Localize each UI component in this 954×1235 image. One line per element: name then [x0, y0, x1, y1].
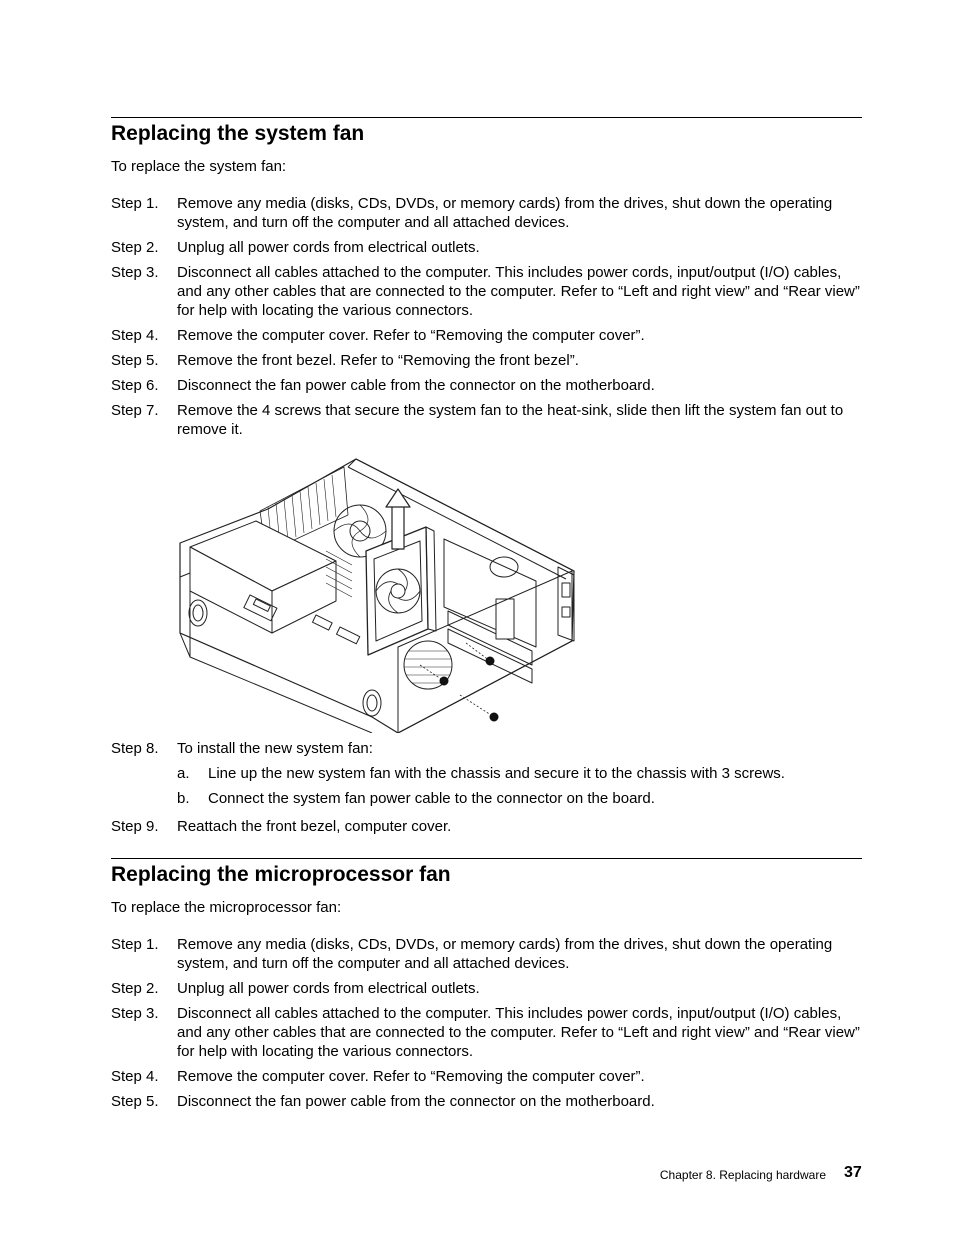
section-intro: To replace the system fan: [111, 158, 287, 175]
step-text: Disconnect the fan power cable from the connector on the motherboard. [177, 1093, 655, 1110]
step-number: Step 2. [111, 980, 159, 997]
step-text: Remove any media (disks, CDs, DVDs, or memory cards) from the drives, shut down the operating system, and turn off the computer and all attached devices. [177, 195, 833, 231]
step-text: Remove any media (disks, CDs, DVDs, or memory cards) from the drives, shut down the operating system, and turn off the computer and all attached devices. [177, 936, 833, 972]
step-number: Step 1. [111, 936, 159, 953]
step-number: Step 8. [111, 740, 159, 757]
step-number: Step 3. [111, 1005, 159, 1022]
step-text: Remove the computer cover. Refer to “Removing the computer cover”. [177, 327, 645, 344]
section-divider [111, 858, 862, 859]
step-number: Step 9. [111, 818, 159, 835]
step-text: Disconnect all cables attached to the computer. This includes power cords, input/output (I/O) cables, and any other cables that are connected to the computer. Refer to “Left and right view” and “Rear view” for help with locating the various connectors. [177, 264, 860, 319]
step-text: Disconnect all cables attached to the computer. This includes power cords, input/output (I/O) cables, and any other cables that are connected to the computer. Refer to “Left and right view” and “Rear view” for help with locating the various connectors. [177, 1005, 860, 1060]
section-divider [111, 117, 862, 118]
footer-chapter: Chapter 8. Replacing hardware [659, 1168, 826, 1182]
step-number: Step 5. [111, 1093, 159, 1110]
step-number: Step 1. [111, 195, 159, 212]
step-text: Reattach the front bezel, computer cover. [177, 818, 452, 835]
step-number: Step 3. [111, 264, 159, 281]
step-number: Step 7. [111, 402, 159, 419]
page-number: 37 [844, 1164, 862, 1181]
step-text: Unplug all power cords from electrical outlets. [177, 980, 480, 997]
step-text: Unplug all power cords from electrical outlets. [177, 239, 480, 256]
system-fan-removal-illustration [176, 451, 590, 733]
step-text: Remove the computer cover. Refer to “Removing the computer cover”. [177, 1068, 645, 1085]
substep-text: Connect the system fan power cable to the connector on the board. [208, 790, 655, 807]
substep-letter: a. [177, 765, 190, 782]
step-number: Step 6. [111, 377, 159, 394]
step-text: Disconnect the fan power cable from the connector on the motherboard. [177, 377, 655, 394]
section-intro: To replace the microprocessor fan: [111, 899, 342, 916]
step-number: Step 2. [111, 239, 159, 256]
step-text: Remove the 4 screws that secure the system fan to the heat-sink, slide then lift the system fan out to remove it. [177, 402, 844, 438]
step-number: Step 4. [111, 1068, 159, 1085]
section-heading-microprocessor-fan: Replacing the microprocessor fan [111, 863, 451, 886]
step-text: To install the new system fan: [177, 740, 373, 757]
step-number: Step 5. [111, 352, 159, 369]
substep-text: Line up the new system fan with the chassis and secure it to the chassis with 3 screws. [208, 765, 785, 782]
step-text: Remove the front bezel. Refer to “Removing the front bezel”. [177, 352, 579, 369]
step-number: Step 4. [111, 327, 159, 344]
section-heading-system-fan: Replacing the system fan [111, 122, 365, 145]
substep-letter: b. [177, 790, 190, 807]
